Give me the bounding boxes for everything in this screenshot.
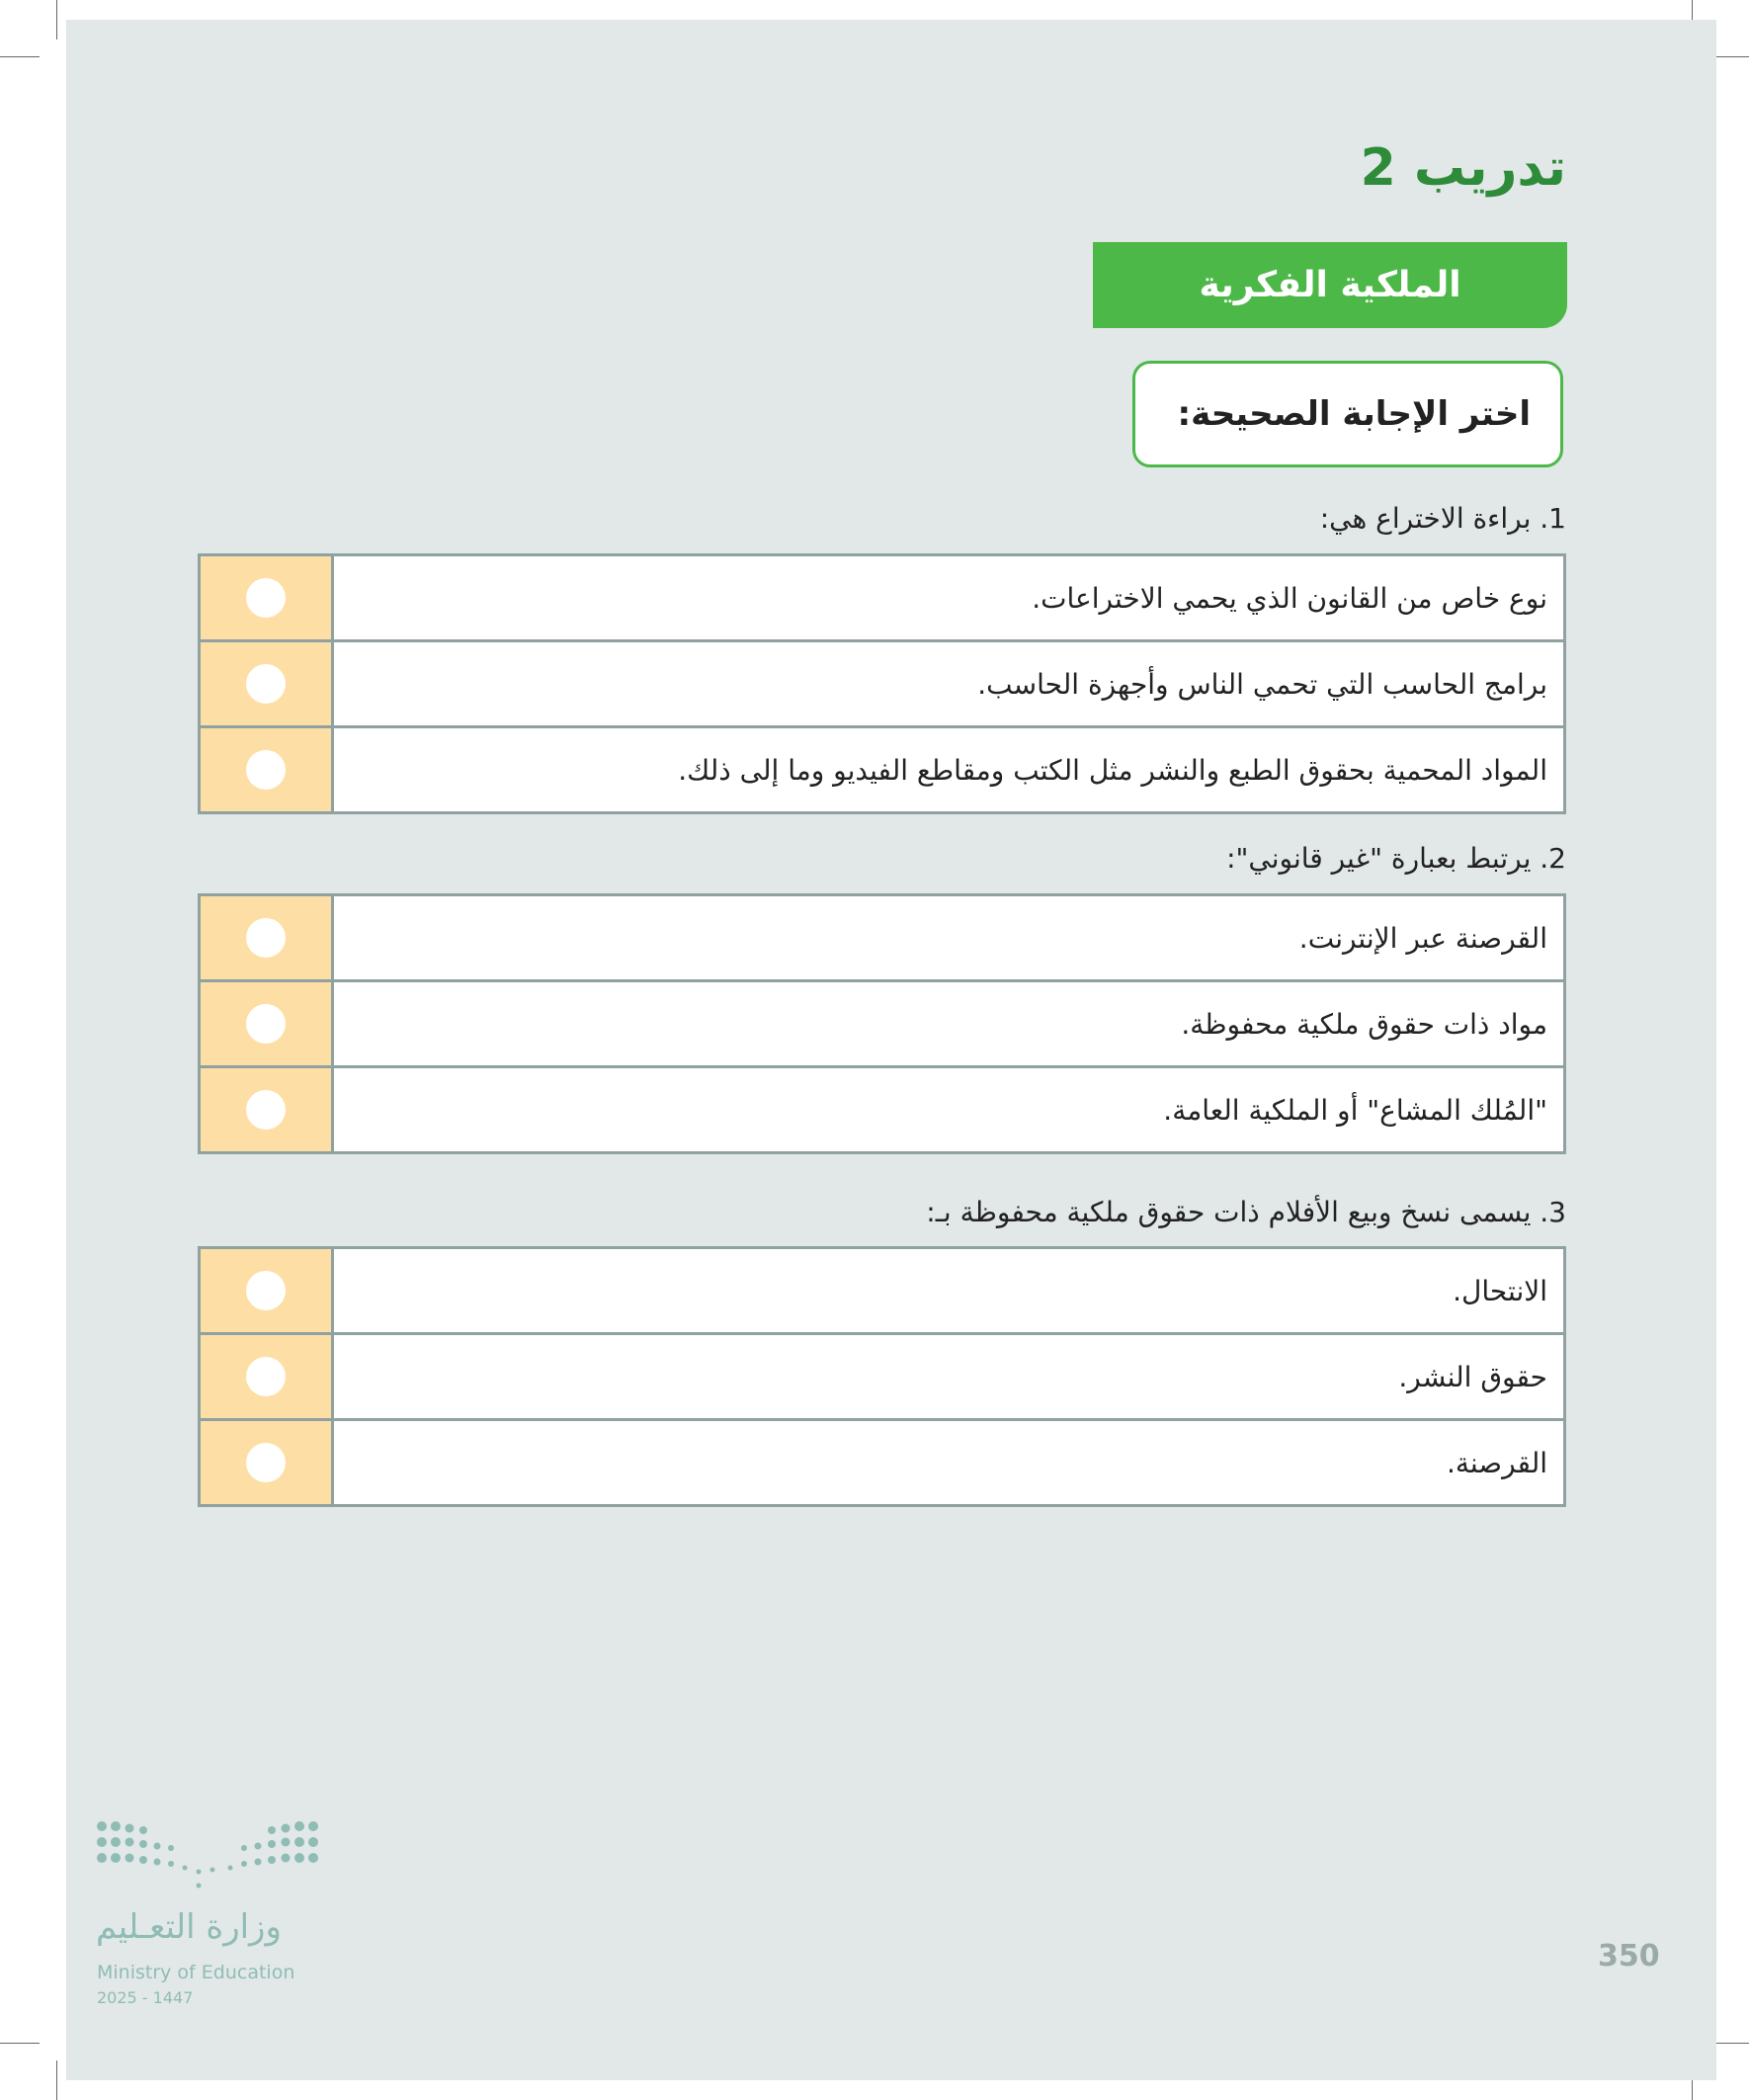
- options-table-3: [198, 1246, 1566, 1507]
- radio-circle-icon[interactable]: [246, 578, 286, 618]
- option-text: مواد ذات حقوق ملكية محفوظة.: [1181, 1007, 1547, 1041]
- crop-mark: [56, 2060, 57, 2100]
- ministry-name-english: Ministry of Education: [97, 1962, 295, 1983]
- page-title: تدريب 2: [1360, 138, 1566, 198]
- ministry-year: 2025 - 1447: [97, 1988, 194, 2007]
- radio-circle-icon[interactable]: [246, 1357, 286, 1396]
- answer-option: [201, 1068, 1563, 1151]
- answer-option: [201, 1421, 1563, 1504]
- option-text: القرصنة.: [1446, 1446, 1547, 1479]
- question-3: 3. يسمى نسخ وبيع الأفلام ذات حقوق ملكية محفوظة بـ:: [926, 1196, 1566, 1228]
- question-2: 2. يرتبط بعبارة "غير قانوني":: [1226, 842, 1566, 875]
- radio-circle-icon[interactable]: [246, 1271, 286, 1310]
- radio-circle-icon[interactable]: [246, 1443, 286, 1482]
- answer-option: [201, 982, 1563, 1068]
- check-cell[interactable]: [201, 982, 334, 1065]
- check-cell[interactable]: [201, 1421, 334, 1504]
- check-cell[interactable]: [201, 896, 334, 979]
- ministry-name-arabic: وزارة التعـليم: [96, 1907, 282, 1947]
- check-cell[interactable]: [201, 1068, 334, 1151]
- option-text: حقوق النشر.: [1398, 1360, 1547, 1393]
- check-cell[interactable]: [201, 728, 334, 811]
- check-cell[interactable]: [201, 1335, 334, 1418]
- check-cell[interactable]: [201, 1249, 334, 1332]
- crop-mark: [0, 56, 40, 57]
- option-text: المواد المحمية بحقوق الطبع والنشر مثل الكتب ومقاطع الفيديو وما إلى ذلك.: [678, 753, 1547, 787]
- answer-option: [201, 642, 1563, 728]
- radio-circle-icon[interactable]: [246, 1090, 286, 1130]
- ministry-logo-icon: [94, 1818, 321, 1897]
- check-cell[interactable]: [201, 642, 334, 725]
- option-text: برامج الحاسب التي تحمي الناس وأجهزة الحاسب.: [977, 667, 1547, 701]
- page-number: 350: [1598, 1939, 1660, 1974]
- options-table-2: [198, 893, 1566, 1154]
- option-text: "المُلك المشاع" أو الملكية العامة.: [1163, 1093, 1547, 1127]
- crop-mark: [0, 2043, 40, 2044]
- answer-option: [201, 1335, 1563, 1421]
- radio-circle-icon[interactable]: [246, 664, 286, 704]
- answer-option: [201, 556, 1563, 642]
- option-text: نوع خاص من القانون الذي يحمي الاختراعات.: [1032, 581, 1547, 615]
- answer-option: [201, 1249, 1563, 1335]
- radio-circle-icon[interactable]: [246, 750, 286, 790]
- radio-circle-icon[interactable]: [246, 1004, 286, 1044]
- answer-option: [201, 896, 1563, 982]
- instruction-box: [1132, 361, 1563, 467]
- question-1: 1. براءة الاختراع هي:: [1319, 502, 1566, 535]
- option-text: الانتحال.: [1453, 1274, 1547, 1307]
- crop-mark: [56, 0, 57, 40]
- section-banner: الملكية الفكرية: [1093, 242, 1567, 328]
- options-table-1: [198, 553, 1566, 814]
- instruction-text: اختر الإجابة الصحيحة:: [1177, 394, 1531, 434]
- option-text: القرصنة عبر الإنترنت.: [1298, 921, 1547, 955]
- answer-option: [201, 728, 1563, 811]
- radio-circle-icon[interactable]: [246, 918, 286, 958]
- check-cell[interactable]: [201, 556, 334, 639]
